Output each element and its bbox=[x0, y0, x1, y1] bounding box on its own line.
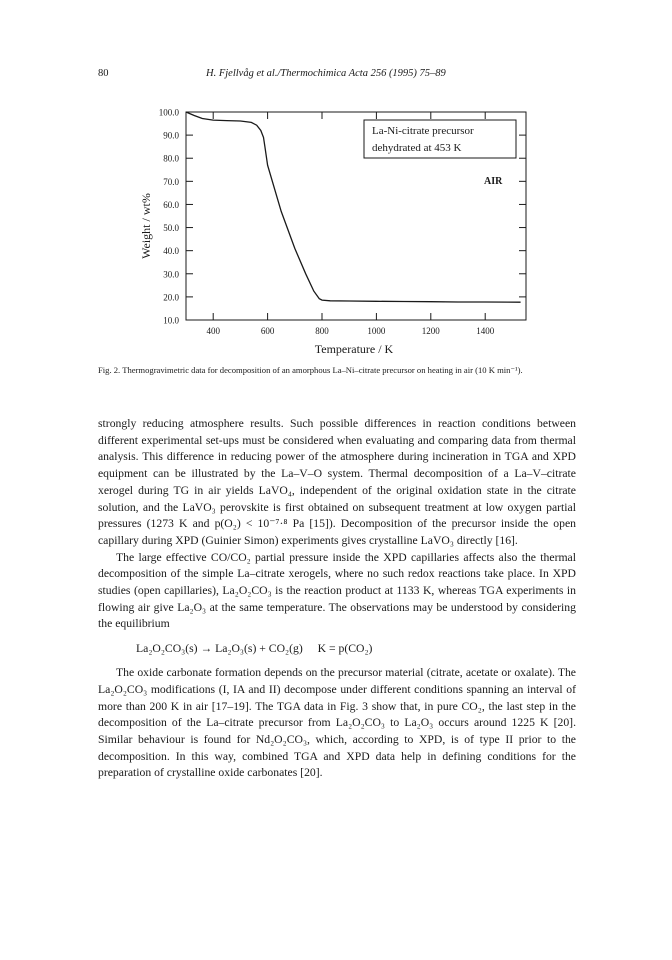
running-title: H. Fjellvåg et al./Thermochimica Acta 256 (1995) 75–89 bbox=[206, 68, 446, 79]
legend-line-2: dehydrated at 453 K bbox=[372, 142, 462, 154]
y-axis-label: Weight / wt% bbox=[139, 193, 153, 259]
x-axis-label: Temperature / K bbox=[314, 342, 394, 356]
y-tick-label: 10.0 bbox=[163, 315, 179, 326]
y-tick-label: 70.0 bbox=[163, 176, 179, 187]
x-tick-label: 1000 bbox=[367, 326, 386, 336]
y-tick-label: 100.0 bbox=[158, 107, 179, 118]
y-tick-label: 50.0 bbox=[163, 223, 179, 234]
x-tick-label: 600 bbox=[260, 326, 275, 336]
legend-box bbox=[364, 120, 516, 158]
y-tick-label: 40.0 bbox=[163, 246, 179, 257]
y-tick-label: 60.0 bbox=[163, 199, 179, 210]
paragraph: strongly reducing atmosphere results. Such possible differences in reaction conditions between different experimental set-ups must be considered when evaluating and comparing data from thermal analysis. This difference in reducing power of the atmosphere during incineration in TGA and XPD equipment can be illustrated by the La–V–O system. Thermal decomposition of a La–V–citrate xerogel during TG in air yields LaVO₄, independent of the original oxidation state in the citrate solution, and the LaVO₃ perovskite is first obtained on subsequent treatment at low oxygen partial pressures (1273 K and p(O₂) < 10⁻⁷·⁸ Pa [15]). Decomposition of the precursor inside the open capillary during XPD (Guinier Simon) experiments gives crystalline LaVO₃ directly [16]. bbox=[98, 417, 576, 547]
body-text bbox=[98, 416, 576, 782]
y-tick-label: 20.0 bbox=[163, 292, 179, 303]
x-tick-label: 1400 bbox=[476, 326, 495, 336]
paragraph: The oxide carbonate formation depends on the precursor material (citrate, acetate or oxalate). The La₂O₂CO₃ modifications (I, IA and II) decompose under different conditions spanning an interval of more than 200 K in air [17–19]. The TGA data in Fig. 3 show that, in pure CO₂, the last step in the decomposition of the La–citrate precursor from La₂O₂CO₃ to La₂O₃ occurs around 1225 K [20]. Similar behaviour is found for Nd₂O₂CO₃, which, according to XPD, is of type II prior to the decomposition. In this way, combined TGA and XPD data help in defining conditions for the preparation of crystalline oxide carbonates [20]. bbox=[98, 666, 576, 780]
y-tick-label: 90.0 bbox=[163, 130, 179, 141]
x-tick-label: 400 bbox=[206, 326, 220, 336]
equilibrium-equation bbox=[136, 641, 576, 657]
air-annotation: AIR bbox=[484, 176, 503, 187]
legend-line-1: La-Ni-citrate precursor bbox=[372, 125, 474, 137]
y-tick-label: 30.0 bbox=[163, 269, 179, 280]
figure-caption: Fig. 2. Thermogravimetric data for decomposition of an amorphous La–Ni–citrate precursor on heating in air (10 K min⁻¹). bbox=[98, 365, 523, 375]
equation-reaction: La₂O₂CO₃(s) → La₂O₃(s) + CO₂(g) bbox=[136, 642, 303, 656]
y-tick-label: 80.0 bbox=[163, 153, 179, 164]
tga-figure bbox=[0, 0, 672, 370]
equation-constant: K = p(CO₂) bbox=[317, 642, 373, 656]
page-number: 80 bbox=[98, 68, 109, 79]
paragraph: The large effective CO/CO₂ partial pressure inside the XPD capillaries affects also the thermal decomposition of the simple La–citrate xerogels, where no such redox reactions take place. In XPD studies (open capillaries), La₂O₂CO₃ is the reaction product at 1133 K, whereas TGA experiments in flowing air give La₂O₃ at the same temperature. The observations may be understood by considering the equilibrium bbox=[98, 550, 576, 631]
x-tick-label: 1200 bbox=[421, 326, 440, 336]
x-tick-label: 800 bbox=[315, 326, 329, 336]
